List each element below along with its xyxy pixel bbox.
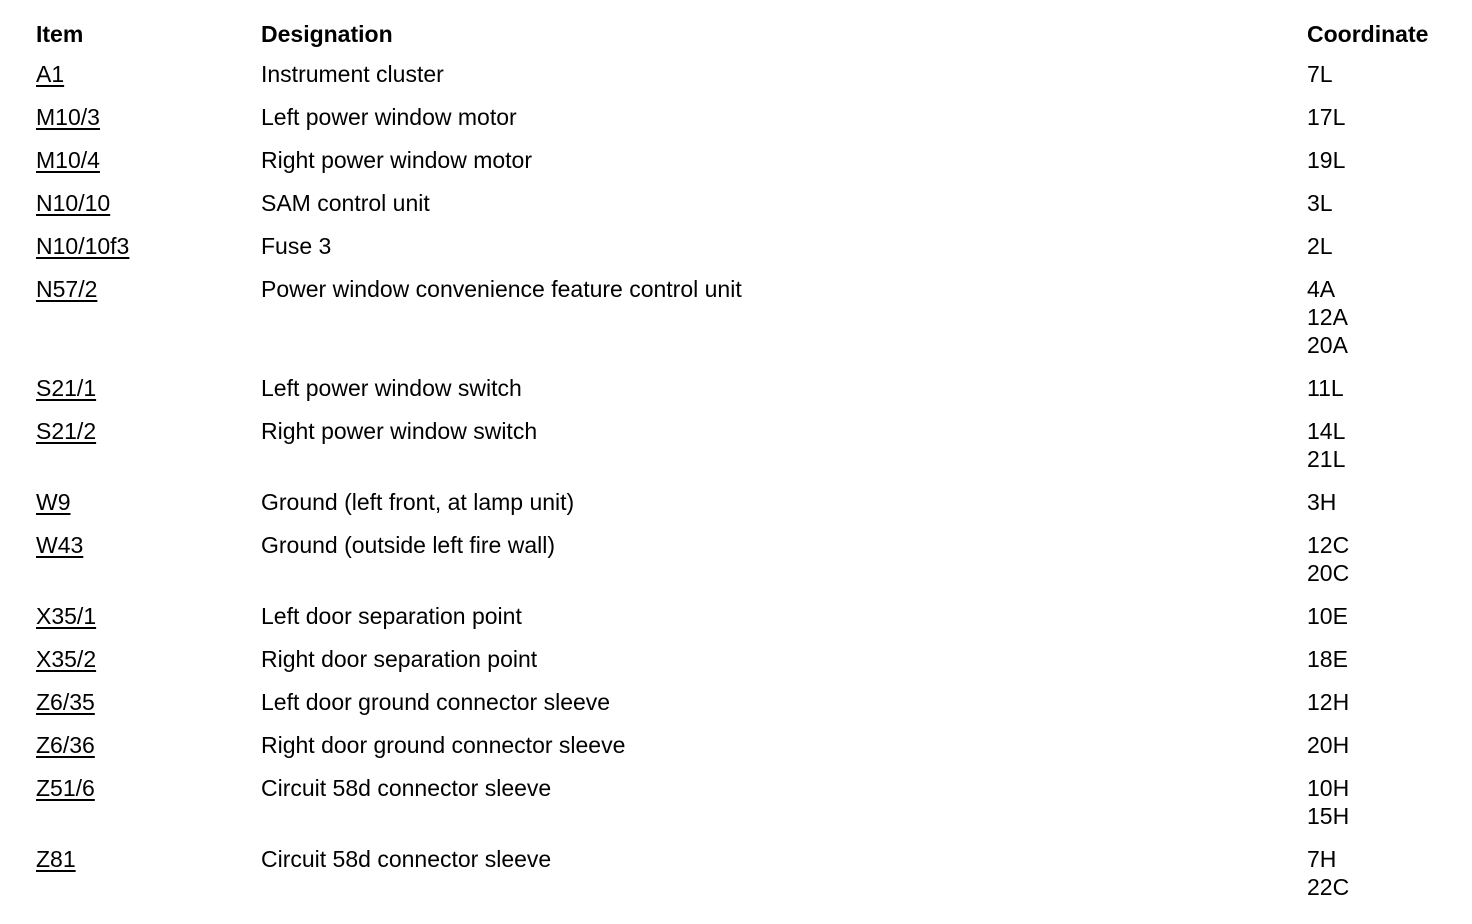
item-link[interactable]: M10/3 — [36, 104, 100, 130]
coordinates-cell — [1299, 640, 1472, 683]
table-header-row — [28, 16, 1472, 55]
item-cell — [28, 726, 253, 769]
coordinate-value: 10H — [1307, 775, 1350, 801]
item-cell — [28, 769, 253, 840]
coordinates-cell — [1299, 526, 1472, 597]
coordinates-cell — [1299, 141, 1472, 184]
item-column-header: Item — [36, 21, 84, 47]
item-cell — [28, 369, 253, 412]
item-link[interactable]: N10/10f3 — [36, 233, 130, 259]
coordinates-cell — [1299, 184, 1472, 227]
designation-cell: Circuit 58d connector sleeve — [261, 775, 552, 801]
coordinate-value: 20C — [1307, 560, 1350, 586]
coordinates-cell — [1299, 270, 1472, 369]
designation-column-header: Designation — [261, 21, 393, 47]
coordinate-value: 20H — [1307, 732, 1350, 758]
coordinates-cell — [1299, 98, 1472, 141]
coordinates-column-header: Coordinate — [1307, 21, 1429, 47]
designation-cell: Left door ground connector sleeve — [261, 689, 611, 715]
coordinate-value: 11L — [1307, 375, 1344, 401]
designation-cell: Right power window switch — [261, 418, 538, 444]
coordinate-value: 12C — [1307, 532, 1350, 558]
coordinates-cell — [1299, 840, 1472, 911]
coordinates-cell — [1299, 683, 1472, 726]
table-row — [28, 769, 1472, 840]
coordinate-value: 7H — [1307, 846, 1337, 872]
component-legend-table — [28, 16, 1472, 911]
designation-cell: Left power window motor — [261, 104, 517, 130]
item-link[interactable]: A1 — [36, 61, 65, 87]
item-cell — [28, 640, 253, 683]
coordinate-value: 18E — [1307, 646, 1348, 672]
coordinates-cell — [1299, 769, 1472, 840]
designation-cell: Left power window switch — [261, 375, 522, 401]
coordinate-value: 17L — [1307, 104, 1346, 130]
item-link[interactable]: S21/1 — [36, 375, 97, 401]
coordinate-value: 20A — [1307, 332, 1348, 358]
item-cell — [28, 526, 253, 597]
coordinate-value: 15H — [1307, 803, 1350, 829]
item-link[interactable]: S21/2 — [36, 418, 97, 444]
coordinate-value: 3L — [1307, 190, 1333, 216]
table-row — [28, 597, 1472, 640]
designation-cell: Power window convenience feature control unit — [261, 276, 742, 302]
item-cell — [28, 141, 253, 184]
table-row — [28, 141, 1472, 184]
table-row — [28, 369, 1472, 412]
item-link[interactable]: Z6/36 — [36, 732, 95, 758]
coordinates-cell — [1299, 726, 1472, 769]
table-row — [28, 184, 1472, 227]
table-row — [28, 726, 1472, 769]
item-cell — [28, 412, 253, 483]
item-cell — [28, 597, 253, 640]
coordinate-value: 22C — [1307, 874, 1350, 900]
item-cell — [28, 55, 253, 98]
coordinates-cell — [1299, 597, 1472, 640]
designation-cell: Ground (outside left fire wall) — [261, 532, 556, 558]
designation-cell: Circuit 58d connector sleeve — [261, 846, 552, 872]
designation-cell: Right power window motor — [261, 147, 533, 173]
coordinates-cell — [1299, 369, 1472, 412]
designation-cell: Right door separation point — [261, 646, 538, 672]
coordinate-value: 10E — [1307, 603, 1348, 629]
item-link[interactable]: X35/1 — [36, 603, 97, 629]
coordinate-value: 21L — [1307, 446, 1346, 472]
coordinates-cell — [1299, 483, 1472, 526]
item-cell — [28, 483, 253, 526]
item-link[interactable]: Z81 — [36, 846, 76, 872]
item-cell — [28, 683, 253, 726]
designation-cell: Left door separation point — [261, 603, 522, 629]
item-cell — [28, 840, 253, 911]
item-link[interactable]: Z6/35 — [36, 689, 95, 715]
table-row — [28, 483, 1472, 526]
coordinate-value: 14L — [1307, 418, 1346, 444]
coordinates-cell — [1299, 227, 1472, 270]
table-row — [28, 227, 1472, 270]
coordinate-value: 2L — [1307, 233, 1333, 259]
table-row — [28, 526, 1472, 597]
designation-cell: Instrument cluster — [261, 61, 444, 87]
item-link[interactable]: M10/4 — [36, 147, 100, 173]
coordinate-value: 4A — [1307, 276, 1336, 302]
coordinate-value: 7L — [1307, 61, 1333, 87]
coordinates-cell — [1299, 412, 1472, 483]
table-row — [28, 840, 1472, 911]
designation-cell: SAM control unit — [261, 190, 430, 216]
item-cell — [28, 270, 253, 369]
item-link[interactable]: W43 — [36, 532, 84, 558]
table-row — [28, 683, 1472, 726]
designation-cell: Fuse 3 — [261, 233, 332, 259]
item-link[interactable]: X35/2 — [36, 646, 97, 672]
designation-cell: Ground (left front, at lamp unit) — [261, 489, 575, 515]
coordinates-cell — [1299, 55, 1472, 98]
table-row — [28, 640, 1472, 683]
coordinate-value: 12A — [1307, 304, 1348, 330]
table-row — [28, 55, 1472, 98]
item-cell — [28, 98, 253, 141]
item-link[interactable]: N10/10 — [36, 190, 111, 216]
table-row — [28, 412, 1472, 483]
coordinate-value: 12H — [1307, 689, 1350, 715]
table-body — [28, 55, 1472, 911]
table-row — [28, 270, 1472, 369]
item-link[interactable]: W9 — [36, 489, 71, 515]
designation-cell: Right door ground connector sleeve — [261, 732, 626, 758]
item-link[interactable]: Z51/6 — [36, 775, 95, 801]
table-row — [28, 98, 1472, 141]
coordinate-value: 19L — [1307, 147, 1346, 173]
item-cell — [28, 184, 253, 227]
coordinate-value: 3H — [1307, 489, 1337, 515]
item-cell — [28, 227, 253, 270]
item-link[interactable]: N57/2 — [36, 276, 98, 302]
